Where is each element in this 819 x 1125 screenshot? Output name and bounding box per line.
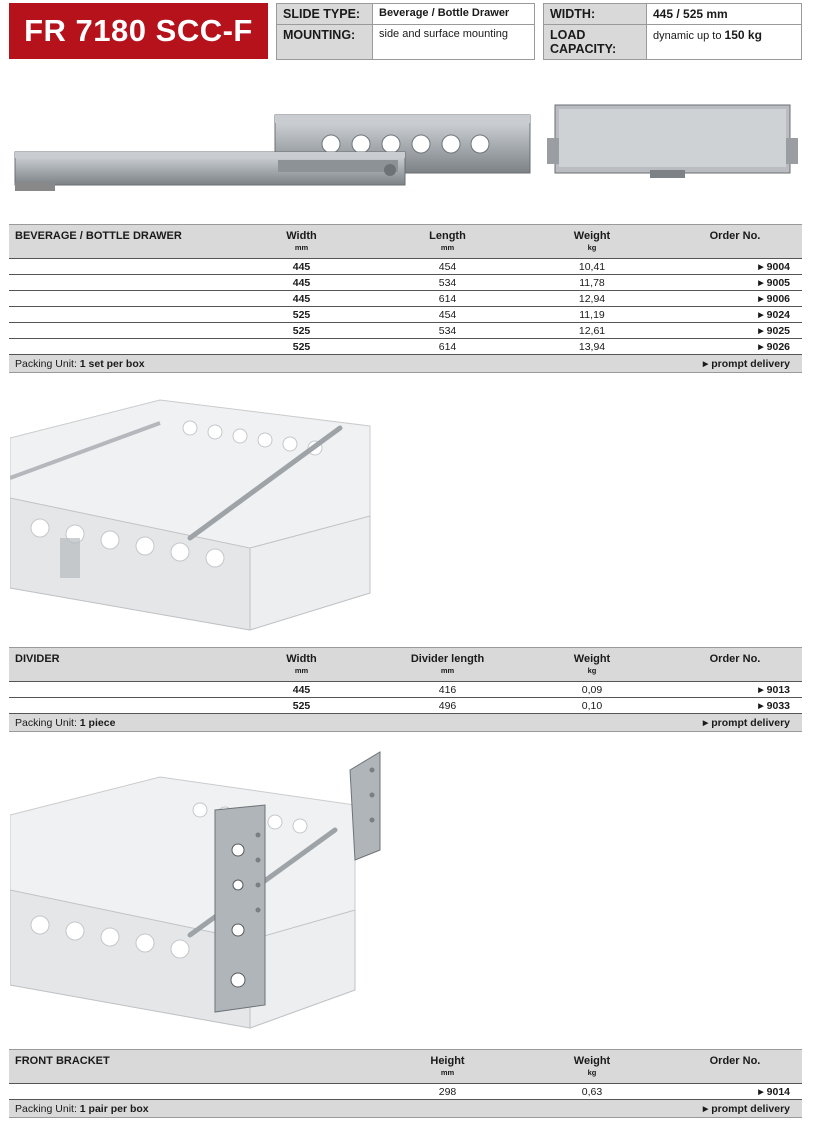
packing-unit — [9, 355, 516, 373]
packing-label: Packing Unit: — [15, 357, 77, 370]
delivery-label: prompt delivery — [711, 357, 790, 370]
divider-table — [9, 647, 802, 732]
slide-type-value: Beverage / Bottle Drawer — [373, 4, 535, 25]
table-row — [9, 307, 802, 323]
packing-unit-row — [9, 1100, 802, 1118]
slide-type-label: SLIDE TYPE: — [277, 4, 373, 25]
packing-label: Packing Unit: — [15, 1102, 77, 1115]
order-number: 9024 — [766, 308, 790, 321]
cell-order — [668, 339, 802, 355]
cell-width: 525 — [224, 698, 379, 714]
order-number: 9033 — [766, 699, 790, 712]
cell-length: 614 — [379, 291, 516, 307]
product-title: FR 7180 SCC-F — [9, 3, 268, 59]
col-header-weight — [516, 225, 668, 259]
col-label: Order No. — [709, 230, 761, 242]
arrow-right-icon: ▶ — [758, 702, 764, 710]
packing-unit-row — [9, 355, 802, 373]
drawer-table-title: BEVERAGE / BOTTLE DRAWER — [9, 225, 224, 259]
drawer-frame-image — [545, 100, 800, 182]
width-value: 445 / 525 mm — [647, 4, 802, 25]
cell-weight: 0,63 — [516, 1084, 668, 1100]
cell-weight: 11,19 — [516, 307, 668, 323]
arrow-right-icon: ▶ — [758, 1088, 764, 1096]
table-row — [9, 698, 802, 714]
cell-order — [668, 323, 802, 339]
col-unit: mm — [440, 666, 455, 675]
col-header-length — [379, 225, 516, 259]
col-header-order — [668, 1050, 802, 1084]
cell-weight: 11,78 — [516, 275, 668, 291]
cell-width: 445 — [224, 291, 379, 307]
cell-length: 496 — [379, 698, 516, 714]
arrow-right-icon: ▶ — [758, 311, 764, 319]
order-number: 9014 — [766, 1085, 790, 1098]
col-unit: mm — [440, 243, 455, 252]
drawer-table — [9, 224, 802, 373]
table-row — [9, 339, 802, 355]
cell-order — [668, 698, 802, 714]
cell-width: 445 — [224, 259, 379, 275]
delivery-status — [516, 714, 802, 732]
table-row — [9, 1084, 802, 1100]
cell-length: 614 — [379, 339, 516, 355]
order-number: 9005 — [766, 276, 790, 289]
cell-order — [668, 1084, 802, 1100]
cell-length: 454 — [379, 259, 516, 275]
col-header-weight — [516, 1050, 668, 1084]
col-label: Length — [429, 230, 466, 242]
col-header-height — [379, 1050, 516, 1084]
order-number: 9026 — [766, 340, 790, 353]
order-number: 9006 — [766, 292, 790, 305]
delivery-label: prompt delivery — [711, 1102, 790, 1115]
delivery-status — [516, 355, 802, 373]
col-label: Weight — [573, 230, 611, 242]
cell-order — [668, 682, 802, 698]
col-label: Width — [286, 653, 317, 665]
cell-width: 445 — [224, 275, 379, 291]
col-unit: kg — [587, 666, 597, 675]
col-label: Divider length — [410, 653, 485, 665]
load-capacity-label: LOAD CAPACITY: — [544, 25, 647, 60]
cell-length: 416 — [379, 682, 516, 698]
load-capacity-value: 150 kg — [724, 28, 762, 42]
table-row — [9, 259, 802, 275]
cell-order — [668, 291, 802, 307]
cell-width: 525 — [224, 323, 379, 339]
telescopic-slide-image — [10, 100, 535, 195]
col-header-order — [668, 648, 802, 682]
bracket-table-title: FRONT BRACKET — [9, 1050, 379, 1084]
cell-width: 525 — [224, 307, 379, 323]
cell-width: 445 — [224, 682, 379, 698]
arrow-right-icon: ▶ — [758, 343, 764, 351]
table-row — [9, 323, 802, 339]
cell-weight: 12,94 — [516, 291, 668, 307]
col-header-weight — [516, 648, 668, 682]
arrow-right-icon: ▶ — [758, 263, 764, 271]
packing-value: 1 pair per box — [79, 1102, 149, 1115]
cell-width: 525 — [224, 339, 379, 355]
arrow-right-icon: ▶ — [758, 327, 764, 335]
delivery-status — [516, 1100, 802, 1118]
packing-value: 1 piece — [79, 716, 116, 729]
arrow-right-icon: ▶ — [702, 719, 709, 727]
col-unit: mm — [294, 243, 309, 252]
col-unit: mm — [294, 666, 309, 675]
packing-unit — [9, 1100, 516, 1118]
table-row — [9, 682, 802, 698]
delivery-label: prompt delivery — [711, 716, 790, 729]
cell-length: 454 — [379, 307, 516, 323]
arrow-right-icon: ▶ — [758, 686, 764, 694]
cell-height: 298 — [379, 1084, 516, 1100]
load-capacity-cell — [647, 25, 802, 60]
cell-length: 534 — [379, 275, 516, 291]
divider-drawer-image — [10, 398, 375, 636]
col-unit: kg — [587, 243, 597, 252]
col-unit: kg — [587, 1068, 597, 1077]
col-header-divider-length — [379, 648, 516, 682]
arrow-right-icon: ▶ — [702, 360, 709, 368]
cell-order — [668, 259, 802, 275]
cell-weight: 12,61 — [516, 323, 668, 339]
divider-table-title: DIVIDER — [9, 648, 224, 682]
col-label: Height — [430, 1055, 465, 1067]
col-label: Weight — [573, 1055, 611, 1067]
front-bracket-table — [9, 1049, 802, 1118]
order-number: 9013 — [766, 683, 790, 696]
packing-value: 1 set per box — [79, 357, 145, 370]
packing-unit — [9, 714, 516, 732]
col-label: Width — [286, 230, 317, 242]
packing-unit-row — [9, 714, 802, 732]
cell-weight: 0,09 — [516, 682, 668, 698]
col-header-order — [668, 225, 802, 259]
cell-weight: 10,41 — [516, 259, 668, 275]
spec-table-type — [276, 3, 535, 60]
col-unit: mm — [440, 1068, 455, 1077]
cell-length: 534 — [379, 323, 516, 339]
arrow-right-icon: ▶ — [702, 1105, 709, 1113]
mounting-label: MOUNTING: — [277, 25, 373, 60]
mounting-value: side and surface mounting — [373, 25, 535, 60]
col-header-width — [224, 225, 379, 259]
cell-weight: 0,10 — [516, 698, 668, 714]
order-number: 9025 — [766, 324, 790, 337]
col-label: Order No. — [709, 653, 761, 665]
col-label: Order No. — [709, 1055, 761, 1067]
cell-weight: 13,94 — [516, 339, 668, 355]
arrow-right-icon: ▶ — [758, 279, 764, 287]
arrow-right-icon: ▶ — [758, 295, 764, 303]
col-header-width — [224, 648, 379, 682]
table-row — [9, 275, 802, 291]
packing-label: Packing Unit: — [15, 716, 77, 729]
cell-order — [668, 307, 802, 323]
spec-table-size — [543, 3, 802, 60]
front-bracket-image — [10, 750, 385, 1040]
col-label: Weight — [573, 653, 611, 665]
load-capacity-prefix: dynamic up to — [653, 30, 722, 42]
table-row — [9, 291, 802, 307]
width-label: WIDTH: — [544, 4, 647, 25]
order-number: 9004 — [766, 260, 790, 273]
cell-order — [668, 275, 802, 291]
